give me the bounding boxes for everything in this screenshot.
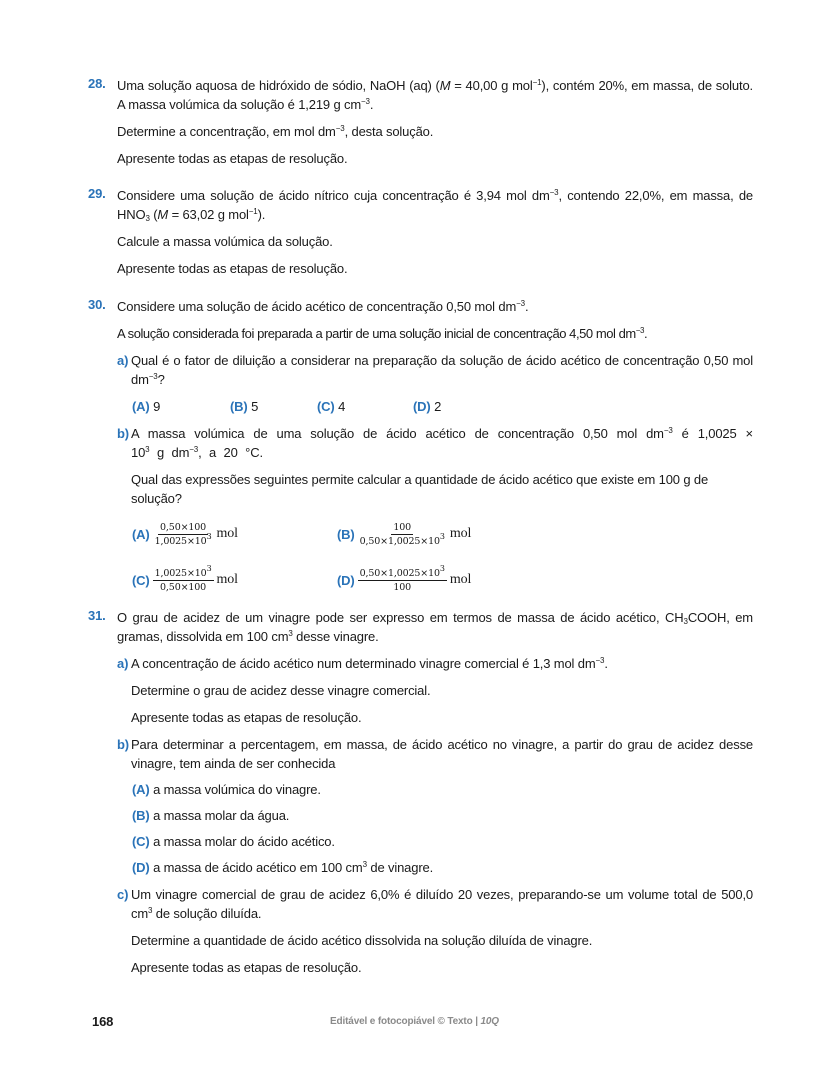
option-c[interactable]: (C) a massa molar do ácido acético. <box>132 834 335 849</box>
option-d[interactable]: (D) a massa de ácido acético em 100 $cm^3$ de vinagre. <box>132 860 434 875</box>
footer-copyright: Editável e fotocopiável © Texto | 10Q <box>330 1016 499 1027</box>
question-number: 28. <box>88 76 106 91</box>
options-31b <box>132 780 753 877</box>
subquestion-text: Qual é o fator de diluição a considerar na preparação da solução de ácido acético de concentração 0,50 mol $dm^{-3}$? <box>131 353 753 387</box>
option-d[interactable]: (D) 2 <box>413 399 442 414</box>
subquestion-question: Qual das expressões seguintes permite calcular a quantidade de ácido acético que existe em 100 g de solução? <box>131 472 709 506</box>
question-number: 29. <box>88 186 106 201</box>
option-a[interactable]: (A) 9 <box>132 399 161 414</box>
subquestion-text: A massa volúmica de uma solução de ácido acético de concentração 0,50 mol $dm^{-3}$ é $1,0025 \times 10^3$ g $dm^{-3}$, a 20 °C. <box>131 426 753 460</box>
question-text: Considere uma solução de ácido acético de concentração 0,50 mol $dm^{-3}$. <box>117 299 529 314</box>
option-a[interactable]: (A) $\frac{0,50\times 100}{1,0025\times 10^3}$ mol <box>132 521 238 547</box>
subquestion-instruction: Apresente todas as etapas de resolução. <box>131 960 362 975</box>
subquestion-label: c) <box>117 887 129 902</box>
option-c[interactable]: (C) $\frac{1,0025\times 10^3}{0,50\times 100}$ mol <box>132 563 238 593</box>
option-b[interactable]: (B) 5 <box>230 399 259 414</box>
options-30b-row1 <box>132 514 753 554</box>
option-a[interactable]: (A) a massa volúmica do vinagre. <box>132 782 321 797</box>
page-footer <box>92 1014 757 1032</box>
subquestion-text: A concentração de ácido acético num determinado vinagre comercial é 1,3 mol $dm^{-3}$. <box>131 656 608 671</box>
question-30 <box>88 297 753 600</box>
option-b[interactable]: (B) a massa molar da água. <box>132 808 290 823</box>
subquestion-task: Determine o grau de acidez desse vinagre comercial. <box>131 683 431 698</box>
question-text: O grau de acidez de um vinagre pode ser expresso em termos de massa de ácido acético, $CH_3COOH$, em gramas, dissolvida em 100 $cm^3$ desse vinagre. <box>117 610 753 644</box>
question-instruction: Apresente todas as etapas de resolução. <box>117 151 348 166</box>
option-c[interactable]: (C) 4 <box>317 399 346 414</box>
question-text: Uma solução aquosa de hidróxido de sódio, NaOH (aq) (M = 40,00 g mol$^{-1}$), contém 20%, em massa, de soluto. A massa volúmica da solução é 1,219 g $cm^{-3}$. <box>117 78 753 112</box>
options-30b-row2 <box>132 560 753 600</box>
question-number: 31. <box>88 608 106 623</box>
subquestion-31a <box>117 654 753 673</box>
subquestion-31b <box>117 735 753 773</box>
subquestion-30b <box>117 424 753 462</box>
subquestion-label: b) <box>117 737 129 752</box>
fraction: $\frac{1,0025\times 10^3}{0,50\times 100}$ <box>154 563 212 593</box>
subquestion-label: a) <box>117 656 129 671</box>
question-task: Determine a concentração, em mol $dm^{-3}$, desta solução. <box>117 124 434 139</box>
question-text: Considere uma solução de ácido nítrico cuja concentração é 3,94 mol $dm^{-3}$, contendo 22,0%, em massa, de $HNO_3$ (M = 63,02 g mol$^{-1}$). <box>117 188 753 223</box>
subquestion-task: Determine a quantidade de ácido acético dissolvida na solução diluída de vinagre. <box>131 933 593 948</box>
question-31 <box>88 608 753 977</box>
subquestion-text: Um vinagre comercial de grau de acidez 6,0% é diluído 20 vezes, preparando-se um volume total de 500,0 $cm^3$ de solução diluída. <box>131 887 753 921</box>
option-b[interactable]: (B) $\frac{100}{0,50\times 1,0025\times 10^3}$ mol <box>337 521 472 547</box>
fraction: $\frac{0,50\times 100}{1,0025\times 10^3}$ <box>154 521 212 547</box>
question-28 <box>88 76 753 168</box>
subquestion-label: a) <box>117 353 129 368</box>
question-instruction: Apresente todas as etapas de resolução. <box>117 261 348 276</box>
options-30a <box>132 397 753 416</box>
question-task: Calcule a massa volúmica da solução. <box>117 234 333 249</box>
page-number: 168 <box>92 1014 114 1029</box>
subquestion-31c <box>117 885 753 923</box>
question-context: A solução considerada foi preparada a partir de uma solução inicial de concentração 4,50 mol $dm^{-3}$. <box>117 326 648 341</box>
question-number: 30. <box>88 297 106 312</box>
fraction: $\frac{100}{0,50\times 1,0025\times 10^3}$ <box>359 521 445 547</box>
subquestion-instruction: Apresente todas as etapas de resolução. <box>131 710 362 725</box>
question-29 <box>88 186 753 278</box>
subquestion-label: b) <box>117 426 129 441</box>
subquestion-text: Para determinar a percentagem, em massa, de ácido acético no vinagre, a partir do grau de acidez desse vinagre, tem ainda de ser conhecida <box>131 737 753 771</box>
option-d[interactable]: (D) $\frac{0,50\times 1,0025\times 10^3}{100}$ mol <box>337 563 472 593</box>
subquestion-30a <box>117 351 753 389</box>
fraction: $\frac{0,50\times 1,0025\times 10^3}{100}$ <box>359 563 445 593</box>
